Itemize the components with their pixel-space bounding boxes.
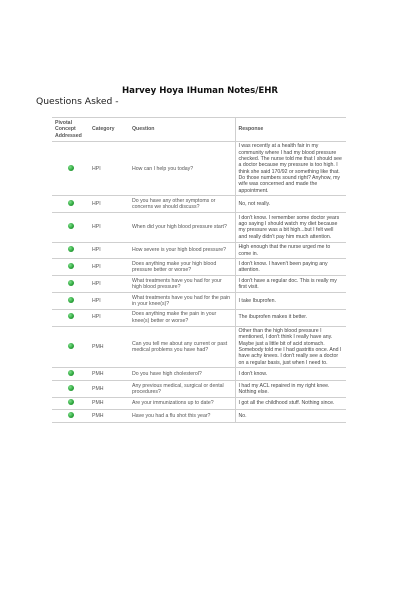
green-dot-icon bbox=[68, 370, 74, 376]
response-cell: No, not really. bbox=[235, 196, 346, 213]
green-dot-icon bbox=[68, 200, 74, 206]
table-row bbox=[52, 213, 346, 242]
green-dot-icon bbox=[68, 412, 74, 418]
response-cell: Other than the high blood pressure I mentioned, I don't think I really have any. Maybe just a little bit of acid stomach. Somebody told me I had gastritis once. And I have achy knees. I don't really see a doctor on a regular basis, just when I need to. bbox=[235, 326, 346, 368]
table-row bbox=[52, 368, 346, 380]
category-cell: PMH bbox=[89, 380, 129, 397]
table-row bbox=[52, 410, 346, 422]
green-dot-icon bbox=[68, 297, 74, 303]
column-header-question: Question bbox=[129, 118, 235, 142]
document-title: Harvey Hoya IHuman Notes/EHR bbox=[121, 86, 279, 96]
response-cell: The ibuprofen makes it better. bbox=[235, 309, 346, 326]
green-dot-icon bbox=[68, 385, 74, 391]
response-cell: I had my ACL repaired in my right knee. Nothing else. bbox=[235, 380, 346, 397]
question-cell: Do you have any other symptoms or concerns we should discuss? bbox=[129, 196, 235, 213]
pivotal-cell bbox=[52, 292, 89, 309]
pivotal-cell bbox=[52, 380, 89, 397]
question-cell: How can I help you today? bbox=[129, 141, 235, 196]
table-row bbox=[52, 242, 346, 259]
category-cell: PMH bbox=[89, 368, 129, 380]
pivotal-cell bbox=[52, 276, 89, 293]
green-dot-icon bbox=[68, 399, 74, 405]
question-cell: What treatments have you had for the pain in your knee(s)? bbox=[129, 292, 235, 309]
pivotal-cell bbox=[52, 368, 89, 380]
category-cell: HPI bbox=[89, 292, 129, 309]
question-cell: Do you have high cholesterol? bbox=[129, 368, 235, 380]
question-cell: What treatments have you had for your high blood pressure? bbox=[129, 276, 235, 293]
category-cell: HPI bbox=[89, 196, 129, 213]
question-cell: How severe is your high blood pressure? bbox=[129, 242, 235, 259]
column-header-pivotal: Pivotal Concept Addressed bbox=[52, 118, 89, 142]
response-cell: I don't have a regular doc. This is really my first visit. bbox=[235, 276, 346, 293]
category-cell: HPI bbox=[89, 242, 129, 259]
category-cell: HPI bbox=[89, 276, 129, 293]
column-header-category: Category bbox=[89, 118, 129, 142]
table-row bbox=[52, 309, 346, 326]
response-cell: I take Ibuprofen. bbox=[235, 292, 346, 309]
response-cell: I don't know. bbox=[235, 368, 346, 380]
green-dot-icon bbox=[68, 313, 74, 319]
green-dot-icon bbox=[68, 263, 74, 269]
category-cell: HPI bbox=[89, 213, 129, 242]
question-cell: Does anything make the pain in your knee(s) better or worse? bbox=[129, 309, 235, 326]
question-cell: Does anything make your high blood pressure better or worse? bbox=[129, 259, 235, 276]
green-dot-icon bbox=[68, 343, 74, 349]
pivotal-cell bbox=[52, 196, 89, 213]
green-dot-icon bbox=[68, 223, 74, 229]
category-cell: PMH bbox=[89, 410, 129, 422]
response-cell: I don't know. I remember some doctor years ago saying I should watch my diet because my pressure was a bit high...but I felt well and really didn't pay him much attention. bbox=[235, 213, 346, 242]
question-cell: Any previous medical, surgical or dental procedures? bbox=[129, 380, 235, 397]
pivotal-cell bbox=[52, 397, 89, 409]
column-header-response: Response bbox=[235, 118, 346, 142]
pivotal-cell bbox=[52, 259, 89, 276]
pivotal-cell bbox=[52, 213, 89, 242]
pivotal-cell bbox=[52, 410, 89, 422]
green-dot-icon bbox=[68, 246, 74, 252]
response-cell: I don't know. I haven't been paying any attention. bbox=[235, 259, 346, 276]
response-cell: I was recently at a health fair in my community where I had my blood pressure checked. The nurse told me that I should see a doctor because my pressure is too high. I think she said 170/92 or something like that. Do those numbers sound right? Anyhow, my wife was concerned and made the appointment. bbox=[235, 141, 346, 196]
question-cell: Can you tell me about any current or past medical problems you have had? bbox=[129, 326, 235, 368]
question-cell: When did your high blood pressure start? bbox=[129, 213, 235, 242]
table-row bbox=[52, 380, 346, 397]
green-dot-icon bbox=[68, 280, 74, 286]
question-cell: Have you had a flu shot this year? bbox=[129, 410, 235, 422]
pivotal-cell bbox=[52, 309, 89, 326]
response-cell: High enough that the nurse urged me to come in. bbox=[235, 242, 346, 259]
questions-table bbox=[52, 117, 346, 423]
category-cell: HPI bbox=[89, 141, 129, 196]
category-cell: HPI bbox=[89, 259, 129, 276]
table-row bbox=[52, 276, 346, 293]
green-dot-icon bbox=[68, 165, 74, 171]
category-cell: PMH bbox=[89, 397, 129, 409]
response-cell: No. bbox=[235, 410, 346, 422]
category-cell: PMH bbox=[89, 326, 129, 368]
response-cell: I got all the childhood stuff. Nothing since. bbox=[235, 397, 346, 409]
table-row bbox=[52, 397, 346, 409]
section-heading: Questions Asked - bbox=[36, 96, 119, 107]
pivotal-cell bbox=[52, 141, 89, 196]
category-cell: HPI bbox=[89, 309, 129, 326]
table-row bbox=[52, 141, 346, 196]
table-row bbox=[52, 196, 346, 213]
table-row bbox=[52, 259, 346, 276]
table-row bbox=[52, 292, 346, 309]
table-header-row bbox=[52, 118, 346, 142]
table-row bbox=[52, 326, 346, 368]
pivotal-cell bbox=[52, 242, 89, 259]
pivotal-cell bbox=[52, 326, 89, 368]
question-cell: Are your immunizations up to date? bbox=[129, 397, 235, 409]
